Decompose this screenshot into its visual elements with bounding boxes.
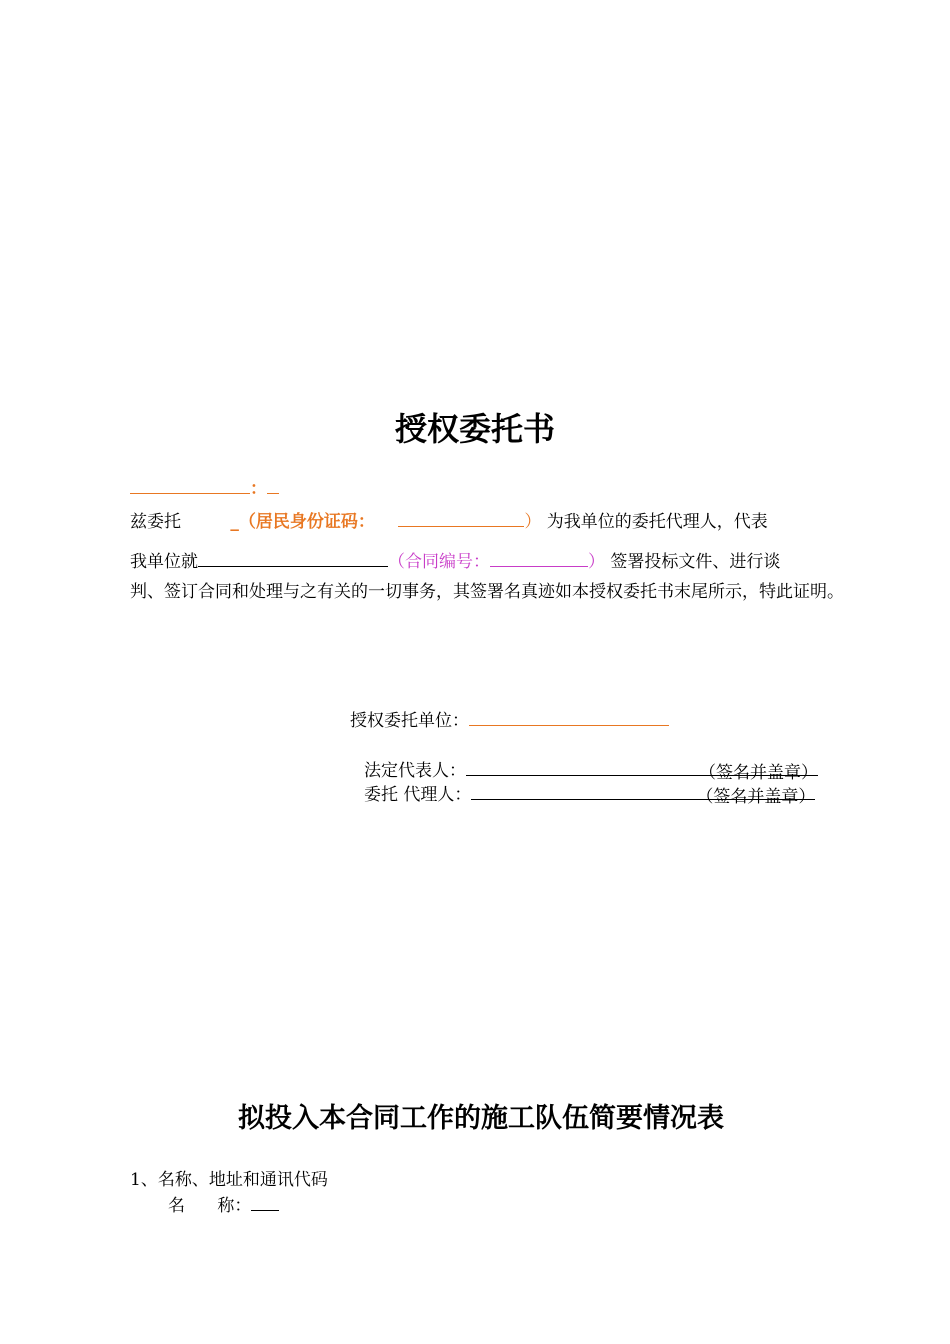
agent-line [364,780,815,805]
entrust-prefix: 兹委托 [130,512,181,532]
id-label: _（居民身份证码： [230,512,375,532]
agent-seal-note: （签名并盖章） [696,787,816,807]
section-1-heading: 1、名称、地址和通讯代码 [130,1170,328,1190]
contract-label: （合同编号： [388,552,490,572]
authorizing-unit-label: 授权委托单位： [350,711,469,731]
id-close-paren: ） [524,512,542,532]
entrust-suffix: 为我单位的委托代理人，代表 [546,512,768,532]
name-blank [251,1193,279,1211]
team-table-title: 拟投入本合同工作的施工队伍简要情况表 [238,1103,724,1134]
project-suffix: 签署投标文件、进行谈 [610,552,781,572]
id-number-blank [398,509,524,527]
legal-rep-line [364,756,818,781]
contract-close-paren: ） [588,552,605,572]
legal-rep-label: 法定代表人： [364,761,466,781]
addressee-line [130,474,279,499]
addressee-blank [130,476,250,494]
contract-number-blank [490,549,588,567]
authorizing-unit-line [350,706,669,731]
addressee-blank-tail [267,476,279,494]
addressee-colon: ： [250,479,267,499]
authorizing-unit-blank [469,708,669,726]
name-line [168,1191,279,1216]
project-prefix: 我单位就 [130,552,198,572]
legal-rep-blank [466,758,818,783]
agent-label: 委托 代理人： [364,785,472,805]
entrust-line-1 [130,507,768,532]
entrust-line-2 [130,547,780,572]
agent-blank [471,782,816,807]
project-name-blank [198,549,388,567]
entrust-paragraph-rest: 判、签订合同和处理与之有关的一切事务，其签署名真迹如本授权委托书末尾所示，特此证明。 [130,582,844,602]
document-title: 授权委托书 [394,410,555,448]
legal-rep-seal-note: （签名并盖章） [699,763,818,783]
name-label: 名 称： [168,1196,252,1216]
